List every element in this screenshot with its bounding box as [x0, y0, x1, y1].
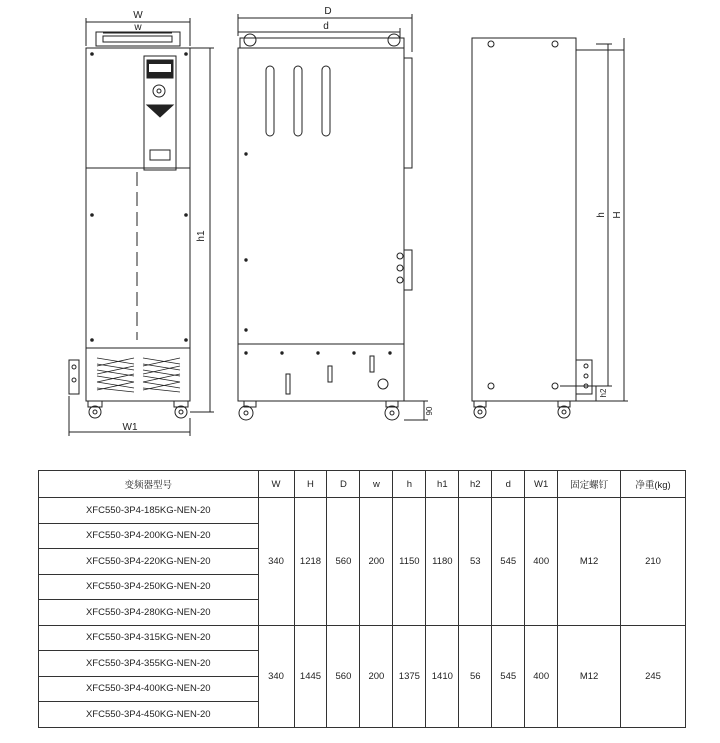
- spec-table: [38, 470, 686, 728]
- value-weight: 245: [621, 625, 686, 727]
- model-cell: XFC550-3P4-250KG-NEN-20: [39, 574, 259, 600]
- value-h: 1375: [393, 625, 426, 727]
- header-model: 变频器型号: [39, 471, 259, 498]
- label-H: H: [612, 211, 623, 219]
- header-weight: 净重(kg): [621, 471, 686, 498]
- model-cell: XFC550-3P4-355KG-NEN-20: [39, 651, 259, 677]
- value-w: 200: [360, 498, 393, 626]
- table-row: [39, 625, 686, 651]
- header-screw: 固定螺钉: [558, 471, 621, 498]
- model-cell: XFC550-3P4-400KG-NEN-20: [39, 676, 259, 702]
- value-D: 560: [327, 625, 360, 727]
- front-view: [69, 18, 214, 436]
- value-screw: M12: [558, 625, 621, 727]
- value-D: 560: [327, 498, 360, 626]
- label-W: W: [133, 10, 143, 21]
- header-W: W: [258, 471, 294, 498]
- model-cell: XFC550-3P4-450KG-NEN-20: [39, 702, 259, 728]
- value-H: 1445: [294, 625, 327, 727]
- label-h1: h1: [196, 230, 207, 242]
- value-weight: 210: [621, 498, 686, 626]
- header-h1: h1: [426, 471, 459, 498]
- label-h2: h2: [599, 388, 608, 398]
- table-header-row: [39, 471, 686, 498]
- value-d: 545: [492, 498, 525, 626]
- value-H: 1218: [294, 498, 327, 626]
- value-W: 340: [258, 625, 294, 727]
- header-D: D: [327, 471, 360, 498]
- value-h1: 1410: [426, 625, 459, 727]
- value-h2: 53: [459, 498, 492, 626]
- label-w: w: [134, 22, 142, 33]
- model-cell: XFC550-3P4-220KG-NEN-20: [39, 549, 259, 575]
- model-cell: XFC550-3P4-280KG-NEN-20: [39, 600, 259, 626]
- label-d: d: [323, 21, 329, 32]
- value-w: 200: [360, 625, 393, 727]
- label-D: D: [324, 6, 332, 17]
- header-h2: h2: [459, 471, 492, 498]
- value-W1: 400: [525, 625, 558, 727]
- model-cell: XFC550-3P4-315KG-NEN-20: [39, 625, 259, 651]
- value-h2: 56: [459, 625, 492, 727]
- header-d: d: [492, 471, 525, 498]
- value-d: 545: [492, 625, 525, 727]
- header-h: h: [393, 471, 426, 498]
- header-H: H: [294, 471, 327, 498]
- label-h: h: [596, 212, 607, 218]
- rear-view: [472, 38, 628, 418]
- label-90: 90: [425, 406, 434, 416]
- header-w: w: [360, 471, 393, 498]
- value-h1: 1180: [426, 498, 459, 626]
- value-W: 340: [258, 498, 294, 626]
- model-cell: XFC550-3P4-200KG-NEN-20: [39, 523, 259, 549]
- side-view: [238, 14, 428, 420]
- header-W1: W1: [525, 471, 558, 498]
- value-W1: 400: [525, 498, 558, 626]
- table-row: [39, 498, 686, 524]
- model-cell: XFC550-3P4-185KG-NEN-20: [39, 498, 259, 524]
- label-W1: W1: [122, 422, 138, 433]
- value-screw: M12: [558, 498, 621, 626]
- value-h: 1150: [393, 498, 426, 626]
